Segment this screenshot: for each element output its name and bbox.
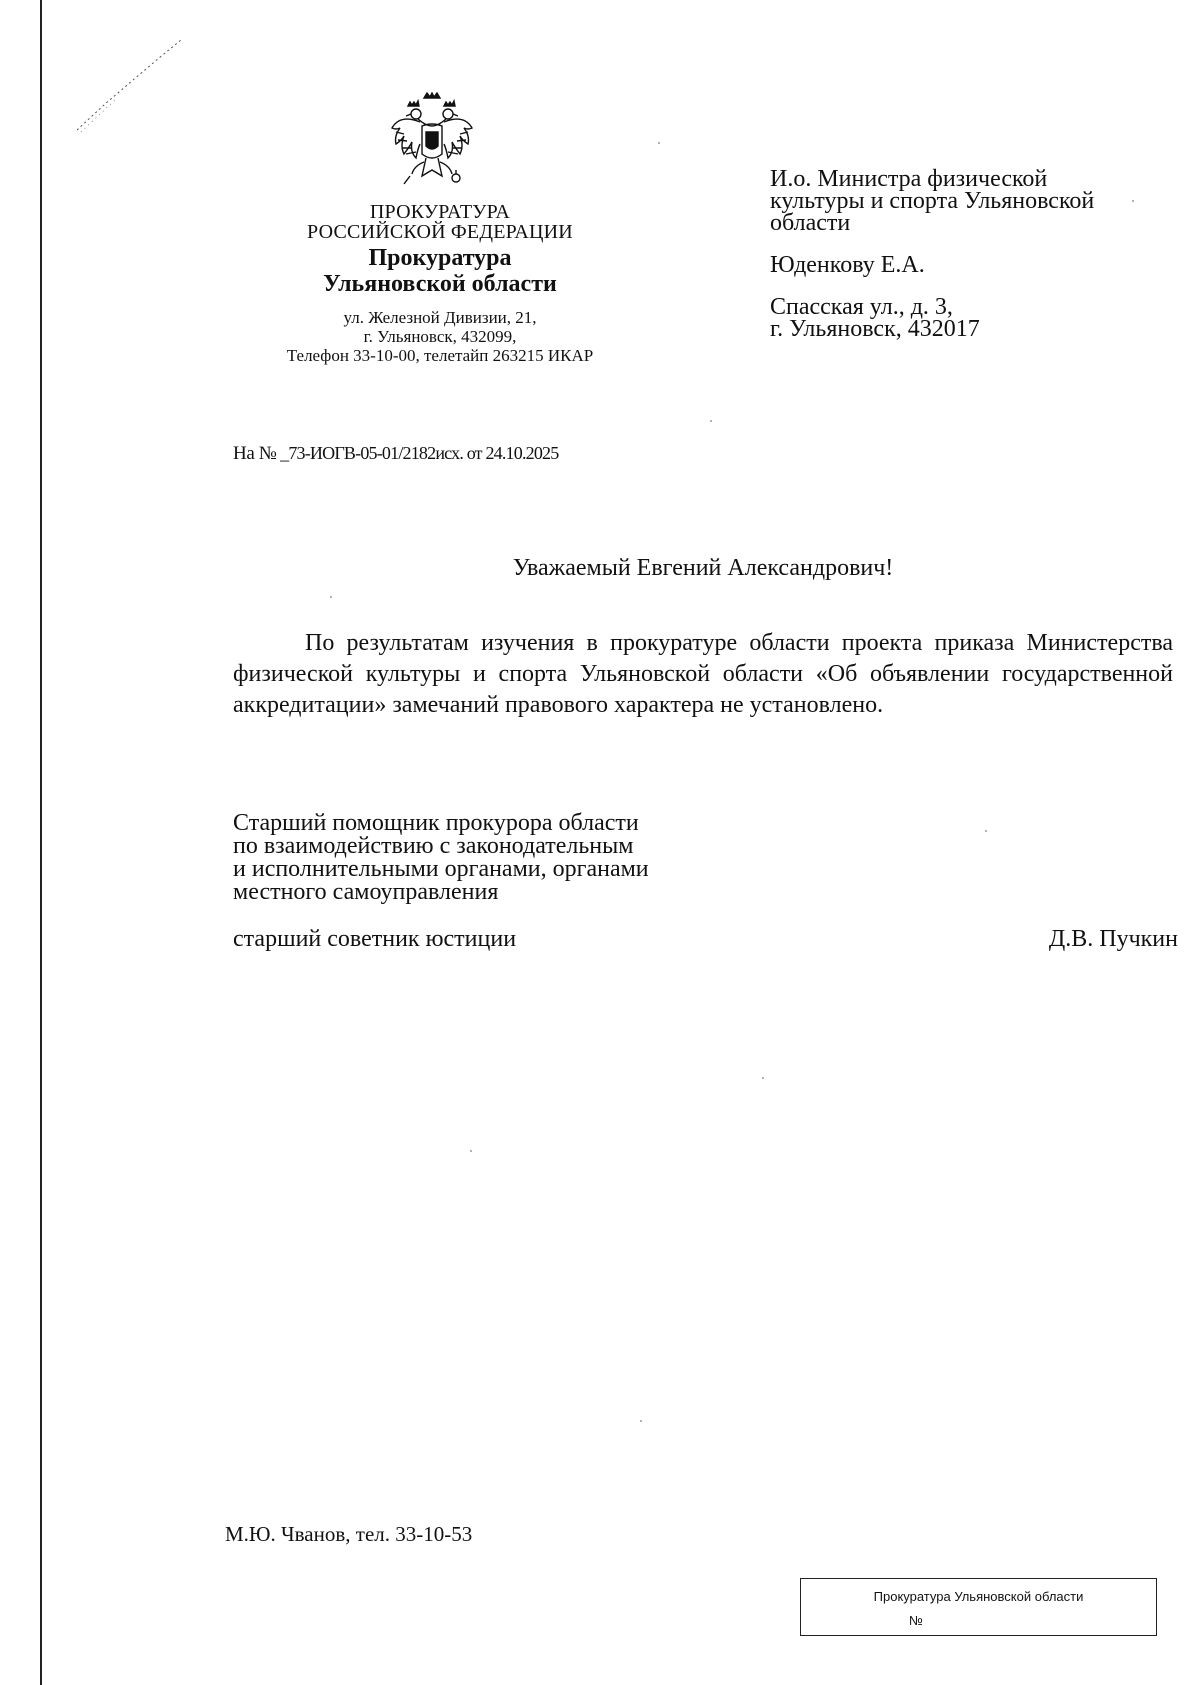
- recipient-position: [770, 168, 1190, 234]
- reference-number: _73-ИОГВ-05-01/2182исх. от 24.10.2025: [276, 443, 559, 463]
- russian-coat-of-arms-icon: [386, 92, 478, 188]
- sender-address-line-3: Телефон 33-10-00, телетайп 263215 ИКАР: [286, 346, 594, 365]
- sender-address-line-2: г. Ульяновск, 432099,: [363, 327, 517, 346]
- signatory-title-line-2: по взаимодействию с законодательным: [233, 833, 634, 859]
- signatory-title-line-1: Старший помощник прокурора области: [233, 810, 639, 836]
- sender-address: [270, 308, 610, 365]
- executor-contact: М.Ю. Чванов, тел. 33-10-53: [225, 1522, 473, 1546]
- org-name-line-2: Ульяновской области: [323, 271, 557, 297]
- letter-body: [233, 628, 1173, 721]
- recipient-position-line-3: области: [770, 210, 851, 236]
- stamp-number-label: №: [909, 1613, 923, 1628]
- registration-stamp: [800, 1578, 1157, 1636]
- org-name-line-1: Прокуратура: [368, 245, 512, 271]
- signatory-title: [233, 812, 753, 904]
- reference-line: [233, 443, 558, 465]
- page-edge-line: [40, 0, 42, 1685]
- org-line-2: РОССИЙСКОЙ ФЕДЕРАЦИИ: [307, 221, 573, 243]
- scan-speck: [1132, 200, 1134, 202]
- stamp-title: Прокуратура Ульяновской области: [873, 1589, 1084, 1604]
- scan-speck: [658, 142, 660, 144]
- sender-address-line-1: ул. Железной Дивизии, 21,: [343, 308, 537, 327]
- recipient-name: Юденкову Е.А.: [770, 252, 925, 278]
- scan-speck: [330, 596, 332, 598]
- recipient-address-line-2: г. Ульяновск, 432017: [770, 316, 980, 342]
- pen-scratch-mark: [75, 38, 185, 138]
- scan-speck: [710, 420, 712, 422]
- signatory-rank: старший советник юстиции: [233, 926, 517, 952]
- scan-speck: [762, 1077, 764, 1079]
- signatory-title-line-4: местного самоуправления: [233, 879, 499, 905]
- reference-prefix: На №: [233, 443, 277, 464]
- recipient-block: [770, 168, 1190, 340]
- greeting: Уважаемый Евгений Александрович!: [512, 555, 894, 581]
- recipient-position-line-2: культуры и спорта Ульяновской: [770, 188, 1095, 214]
- body-paragraph: По результатам изучения в прокуратуре области проекта приказа Министерства физической культуры и спорта Ульяновской области «Об объявлении государственной аккредитации» замечаний правового характера не установлено.: [233, 630, 1173, 718]
- recipient-address: [770, 296, 1190, 340]
- signatory-name: Д.В. Пучкин: [1048, 926, 1178, 952]
- scan-speck: [640, 1420, 642, 1422]
- sender-organization-block: [270, 202, 610, 365]
- recipient-address-line-1: Спасская ул., д. 3,: [770, 294, 953, 320]
- scan-speck: [985, 830, 987, 832]
- signatory-title-line-3: и исполнительными органами, органами: [233, 856, 649, 882]
- recipient-position-line-1: И.о. Министра физической: [770, 166, 1048, 192]
- scan-speck: [470, 1150, 472, 1152]
- org-line-1: ПРОКУРАТУРА: [369, 201, 511, 223]
